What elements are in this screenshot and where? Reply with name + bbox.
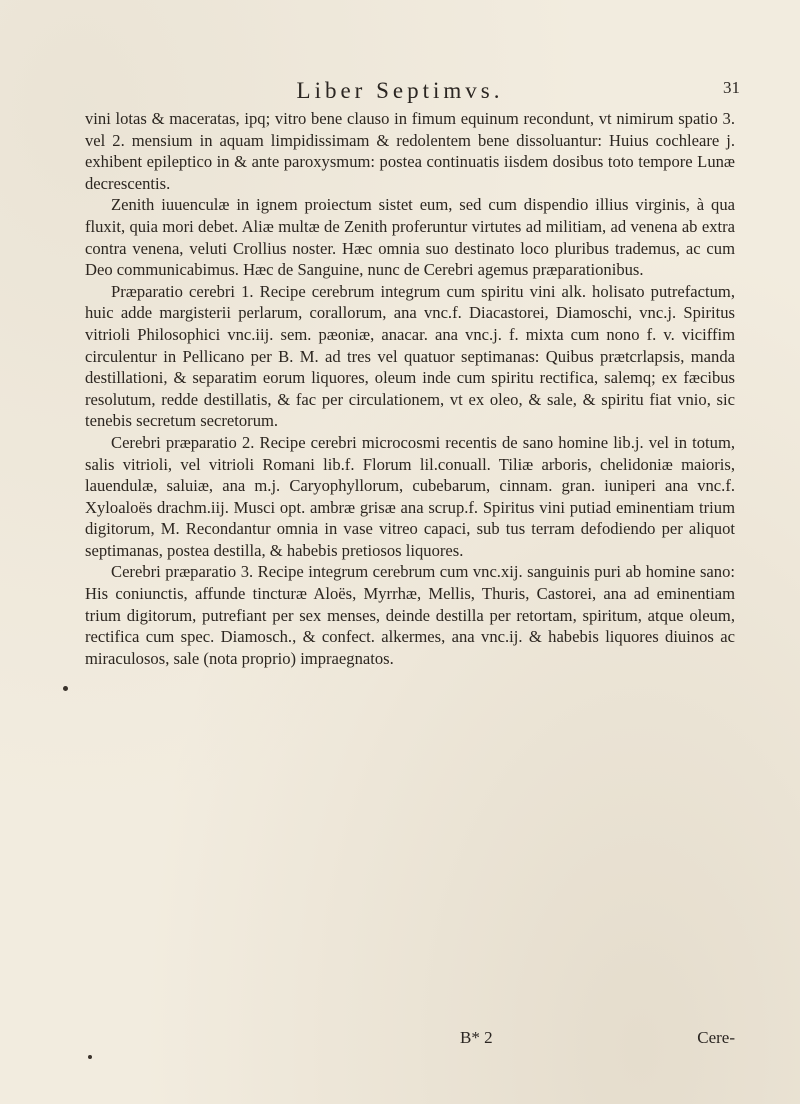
margin-mark-bottom [88, 1055, 92, 1059]
catchword: Cere- [697, 1028, 735, 1047]
page-number: 31 [723, 78, 740, 97]
page-header [60, 78, 740, 108]
paragraph-continuation: vini lotas & maceratas, ipq; vitro bene clauso in fimum equinum recondunt, vt nimirum spatio 3. vel 2. mensium in aquam limpidissimam & redolentem bene dissoluantur: Huius cochleare j. exhibent epileptico in & ante paroxysmum: postea continuatis iisdem dosibus toto tempore Lunæ decrescentis. [85, 109, 735, 193]
running-head: Liber Septimvs. [296, 78, 504, 103]
body-text [85, 108, 735, 669]
signature-mark: B* 2 [460, 1028, 493, 1047]
margin-mark [63, 686, 68, 691]
page-footer [85, 1028, 735, 1054]
paragraph-cerebri-3: Cerebri præparatio 3. Recipe integrum cerebrum cum vnc.xij. sanguinis puri ab homine sano: His coniunctis, affunde tincturæ Aloës, Myrrhæ, Mellis, Thuris, Castorei, ana ad eminentiam trium digitorum, putrefiant per sex menses, deinde destilla per retortam, spiritum, atque oleum, rectifica cum spec. Diamosch., & confect. alkermes, ana vnc.ij. & habebis liquores diuinos ac miraculosos, sale (nota proprio) impraegnatos. [85, 562, 735, 668]
paragraph-cerebri-2: Cerebri præparatio 2. Recipe cerebri microcosmi recentis de sano homine lib.j. vel in totum, salis vitrioli, vel vitrioli Romani lib.f. Florum lil.conuall. Tiliæ arboris, chelidoniæ maioris, lauendulæ, saluiæ, ana m.j. Caryophyllorum, cubebarum, cinnam. gran. iuniperi ana vnc.f. Xyloaloës drachm.iij. Musci opt. ambræ grisæ ana scrup.f. Spiritus vini putiad eminentiam trium digitorum, M. Recondantur omnia in vase vitreo capaci, sub tus terram defodiendo per aliquot septimanas, postea destilla, & habebis pretiosos liquores. [85, 432, 735, 560]
paragraph-zenith: Zenith iuuenculæ in ignem proiectum sistet eum, sed cum dispendio illius virginis, à qua fluxit, quia mori debet. Aliæ multæ de Zenith proferuntur virtutes ad militiam, ad venena ab extra contra venena, veluti Crollius noster. Hæc omnia suo destinato loco pluribus trademus, ac cum Deo communicabimus. Hæc de Sanguine, nunc de Cerebri agemus præparationibus. [85, 195, 735, 280]
paragraph-cerebri-1: Præparatio cerebri 1. Recipe cerebrum integrum cum spiritu vini alk. holisato putrefactum, huic adde margisterii perlarum, corallorum, ana vnc.f. Diacastorei, Diamoschi, vnc.j. Spiritus vitrioli Philosophici vnc.iij. sem. pæoniæ, anacar. ana vnc.j. f. mixta cum nono f. v. viciffim circulentur in Pellicano per B. M. ad tres vel quatuor septimanas: Quibus prætcrlapsis, manda destillationi, & separatim eorum liquores, oleum inde cum spiritu rectifica, salemq; ex fæcibus resolutum, redde destillatis, & fac per circulationem, vt ex oleo, & sale, & spiritu fiat vnio, sic tenebis secretum secretorum. [85, 281, 735, 431]
